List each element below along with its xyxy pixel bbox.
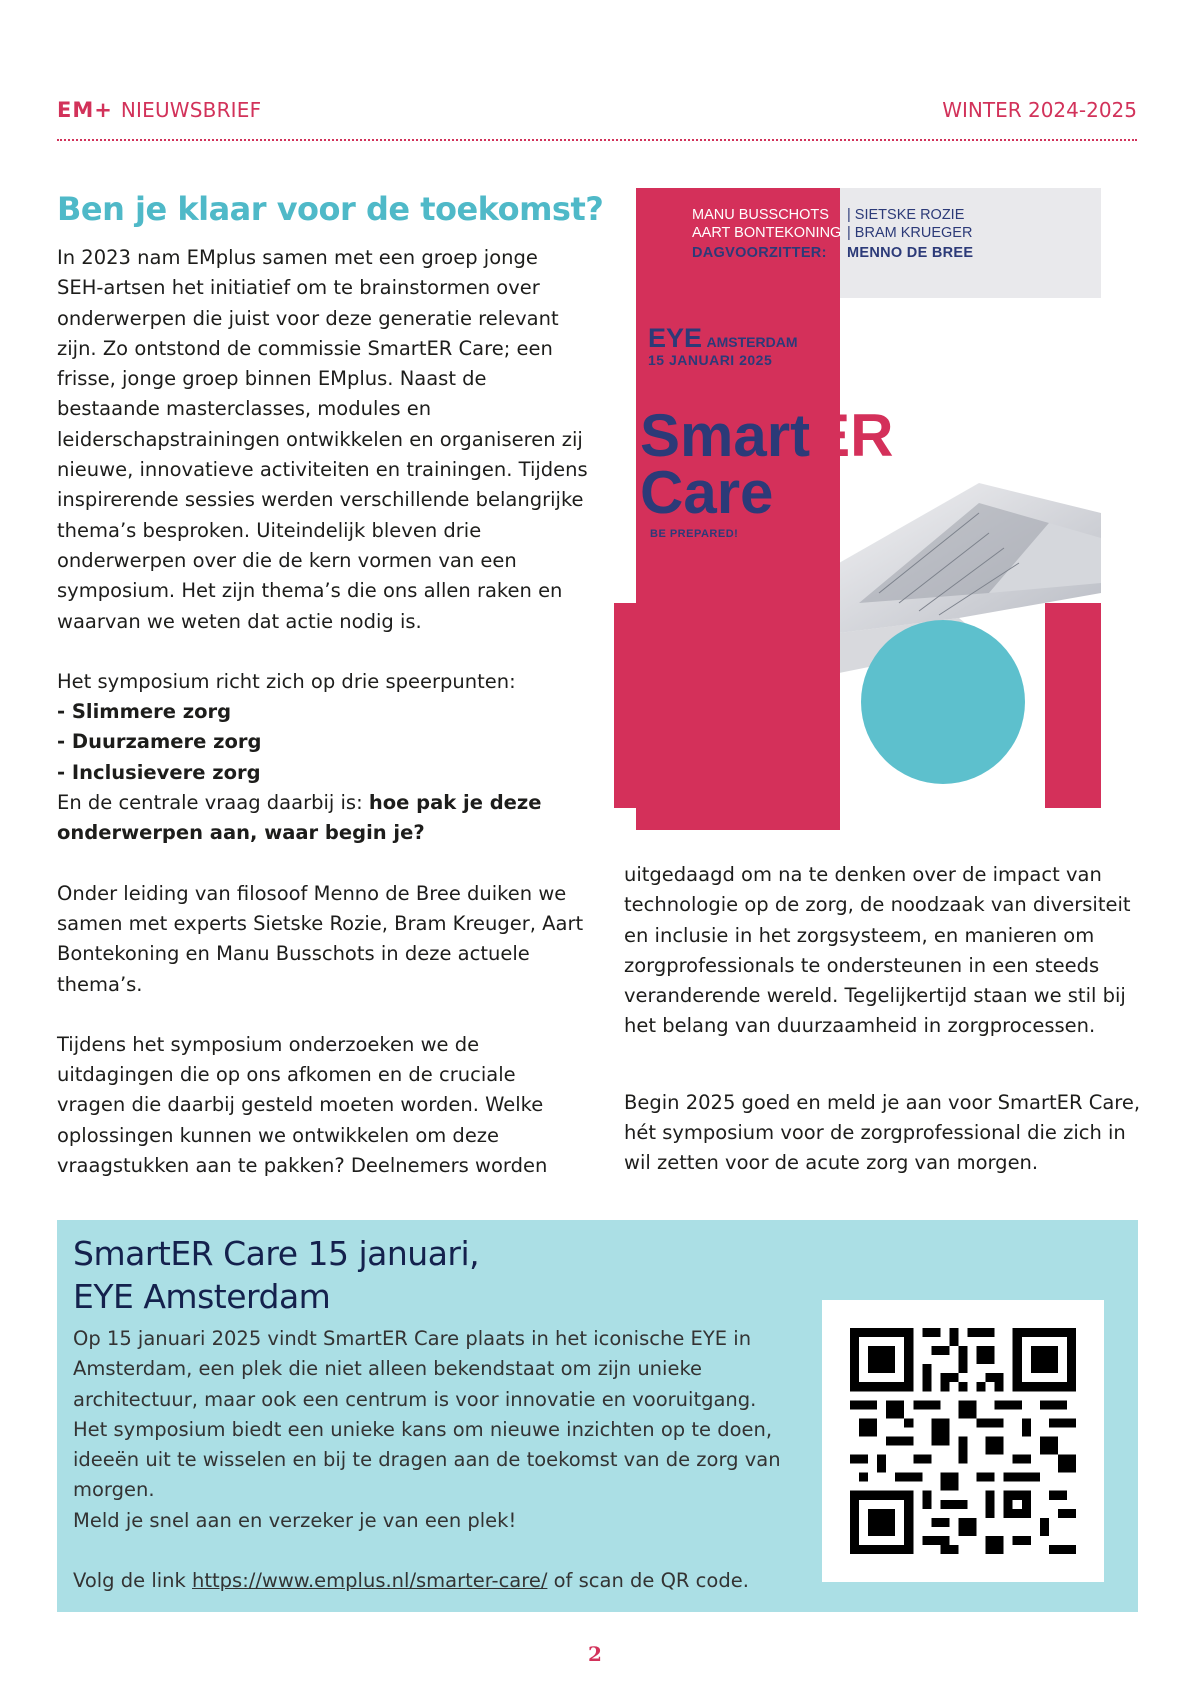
poster-title-line2: Care	[640, 459, 774, 526]
poster-venue-name: EYE	[648, 323, 703, 353]
header-divider	[57, 139, 1137, 141]
registration-link[interactable]: https://www.emplus.nl/smarter-care/	[192, 1569, 548, 1593]
info-box-body	[73, 1324, 793, 1596]
newsletter-header	[57, 98, 1137, 128]
info-link-line	[73, 1566, 793, 1596]
info-box-title	[73, 1232, 479, 1318]
link-tail: of scan de QR code.	[547, 1569, 749, 1593]
poster-speakers-left	[692, 206, 841, 242]
poster-speaker: AART BONTEKONING	[692, 225, 842, 241]
poster-title-smart: Smart	[640, 402, 811, 469]
poster-date: 15 JANUARI 2025	[648, 352, 773, 368]
poster-teal-circle	[861, 620, 1025, 784]
poster-speakers-right	[847, 206, 972, 242]
info-description: Op 15 januari 2025 vindt SmartER Care plaats in het iconische EYE in Amsterdam, een plek die niet alleen bekendstaat om zijn unieke architectuur, maar ook een centrum is voor innovatie en vooruitgang. Het symposium biedt een unieke kans om nieuwe inzichten op te doen, ideeën uit te wisselen en bij te dragen aan de toekomst van de zorg van morgen.	[73, 1327, 781, 1502]
info-title-line1: SmartER Care 15 januari,	[73, 1234, 480, 1273]
poster-red-strip-left	[614, 603, 638, 808]
page-number: 2	[588, 1642, 602, 1666]
speakers-paragraph: Onder leiding van filosoof Menno de Bree duiken we samen met experts Sietske Rozie, Bram Kreuger, Aart Bontekoning en Manu Busschots in deze actuele thema’s.	[57, 881, 584, 996]
article-title: Ben je klaar voor de toekomst?	[57, 190, 604, 228]
info-title-line2: EYE Amsterdam	[73, 1277, 331, 1316]
info-signup: Meld je snel aan en verzeker je van een plek!	[73, 1508, 517, 1532]
poster-grey-panel	[839, 188, 1101, 298]
event-poster	[614, 188, 1104, 830]
poster-venue-city: AMSTERDAM	[706, 334, 798, 350]
event-info-box	[57, 1220, 1138, 1612]
poster-chair-name: MENNO DE BREE	[847, 245, 974, 261]
question-text: hoe pak je deze onderwerpen aan, waar begin je?	[57, 791, 542, 845]
poster-title-line1	[640, 402, 894, 469]
newsletter-label: NIEUWSBRIEF	[120, 98, 262, 122]
poster-speaker: | BRAM KRUEGER	[847, 225, 973, 241]
call-to-action-paragraph: Begin 2025 goed en meld je aan voor SmartER Care, hét symposium voor de zorgprofessional die zich in wil zetten voor de acute zorg van morgen.	[624, 1090, 1141, 1175]
intro-paragraph: In 2023 nam EMplus samen met een groep jonge SEH-artsen het initiatief om te brainstormen over onderwerpen die juist voor deze generatie relevant zijn. Zo ontstond de commissie SmartER Care; een frisse, jonge groep binnen EMplus. Naast de bestaande masterclasses, modules en leiderschapstrainingen ontwikkelen en organiseren zij nieuwe, innovatieve activiteiten en trainingen. Tijdens inspirerende sessies werden verschillende belangrijke thema’s besproken. Uiteindelijk bleven drie onderwerpen over die de kern vormen van een symposium. Het zijn thema’s die ons allen raken en waarvan we weten dat actie nodig is.	[57, 246, 588, 633]
poster-venue	[648, 323, 797, 354]
article-right-column	[624, 860, 1154, 1179]
brand	[57, 98, 261, 122]
poster-tagline: BE PREPARED!	[650, 528, 739, 540]
focus-point-3: - Inclusievere zorg	[57, 760, 261, 784]
poster-red-strip-right	[1045, 603, 1101, 808]
symposium-paragraph-end: uitgedaagd om na te denken over de impact van technologie op de zorg, de noodzaak van diversiteit en inclusie in het zorgsysteem, en manieren om zorgprofessionals te ondersteunen in een steeds veranderende wereld. Tegelijkertijd staan we stil bij het belang van duurzaamheid in zorgprocessen.	[624, 863, 1131, 1038]
question-lead: En de centrale vraag daarbij is:	[57, 791, 369, 815]
qr-code[interactable]	[822, 1300, 1104, 1582]
poster-speaker: MANU BUSSCHOTS	[692, 207, 829, 223]
poster-title-er: ER	[810, 402, 894, 469]
emplus-logo: EM+	[57, 98, 113, 122]
poster-speaker: | SIETSKE ROZIE	[847, 207, 965, 223]
qr-code-icon	[850, 1328, 1076, 1554]
focus-point-1: - Slimmere zorg	[57, 700, 232, 724]
central-question	[57, 788, 589, 849]
focus-point-2: - Duurzamere zorg	[57, 730, 262, 754]
article-left-column	[57, 243, 589, 1181]
poster-chair-label: DAGVOORZITTER:	[692, 245, 827, 261]
edition-label: WINTER 2024-2025	[942, 98, 1137, 122]
focus-intro: Het symposium richt zich op drie speerpunten:	[57, 669, 516, 693]
link-lead: Volg de link	[73, 1569, 193, 1593]
symposium-paragraph-start: Tijdens het symposium onderzoeken we de uitdagingen die op ons afkomen en de cruciale vragen die daarbij gesteld moeten worden. Welke oplossingen kunnen we ontwikkelen om deze vraagstukken aan te pakken? Deelnemers worden	[57, 1032, 548, 1178]
